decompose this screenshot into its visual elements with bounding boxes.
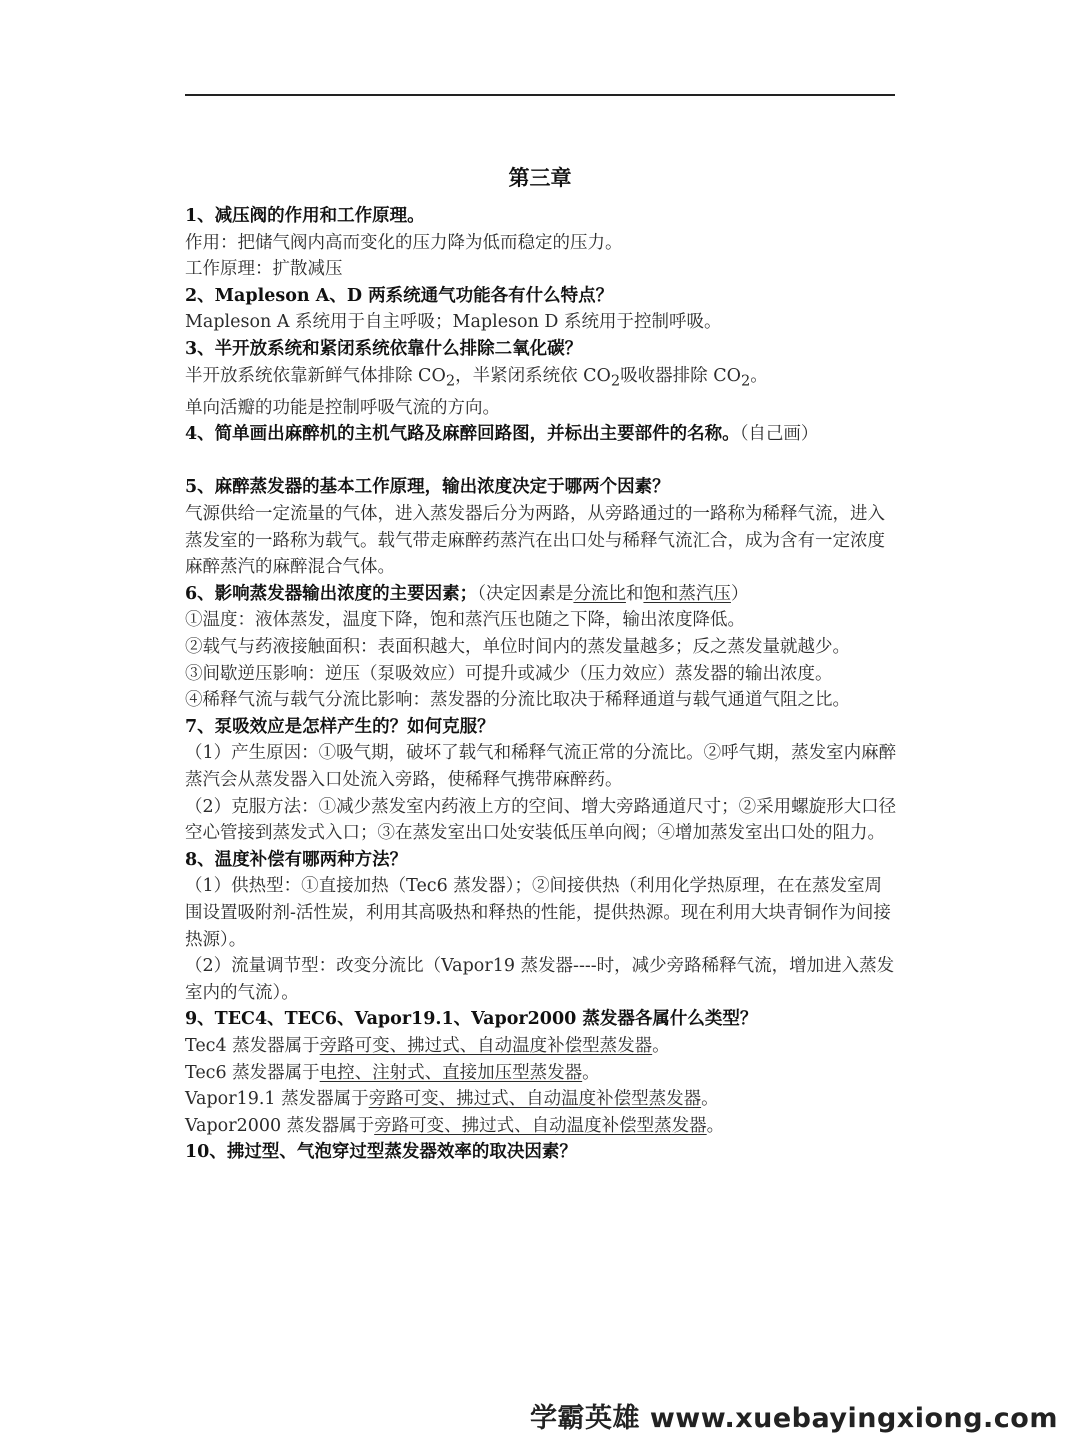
question-4-note: （自己画） (739, 424, 819, 445)
q9-row-prefix: Vapor19.1 蒸发器属于 (185, 1089, 369, 1110)
question-7-answer-cause: （1）产生原因：①吸气期，破坏了载气和稀释气流正常的分流比。②呼气期，蒸发室内麻醉蒸汽会从蒸发器入口处流入旁路，使稀释气携带麻醉药。 (185, 743, 897, 790)
q3-text-3: 吸收器排除 CO (620, 365, 741, 386)
question-6-title (185, 581, 897, 608)
question-1-answer-function: 作用：把储气阀内高而变化的压力降为低而稳定的压力。 (185, 232, 623, 253)
question-6-item-1: ①温度：液体蒸发，温度下降，饱和蒸汽压也随之下降，输出浓度降低。 (185, 610, 745, 631)
q6-note-underline-2: 饱和蒸汽压 (643, 583, 731, 604)
question-1-answer-principle: 工作原理：扩散减压 (185, 259, 343, 280)
question-9-title: 9、TEC4、TEC6、Vapor19.1、Vapor2000 蒸发器各属什么类型？ (185, 1009, 758, 1030)
q9-row-suffix: 。 (652, 1035, 670, 1056)
question-3-title: 3、半开放系统和紧闭系统依靠什么排除二氧化碳？ (185, 338, 583, 359)
co2-subscript: 2 (445, 372, 456, 390)
question-8-title: 8、温度补偿有哪两种方法？ (185, 849, 408, 870)
question-7-title: 7、泵吸效应是怎样产生的？如何克服？ (185, 716, 495, 737)
question-2-title: 2、Mapleson A、D 两系统通气功能各有什么特点？ (185, 285, 614, 306)
question-6-note (477, 584, 748, 604)
question-10-title: 10、拂过型、气泡穿过型蒸发器效率的取决因素？ (185, 1142, 577, 1163)
question-9-row-vapor19 (185, 1086, 897, 1113)
chapter-title: 第三章 (508, 165, 572, 190)
question-3-answer (185, 363, 897, 395)
co2-subscript: 2 (610, 372, 621, 390)
question-6-title-text: 6、影响蒸发器输出浓度的主要因素； (185, 583, 478, 604)
q9-row-prefix: Vapor2000 蒸发器属于 (185, 1115, 375, 1136)
q6-note-underline-1: 分流比 (573, 583, 626, 604)
site-watermark: 学霸英雄 www.xuebayingxiong.com (529, 1403, 1058, 1434)
question-3-valve-note: 单向活瓣的功能是控制呼吸气流的方向。 (185, 397, 500, 418)
question-4-title (185, 421, 897, 448)
q9-row-prefix: Tec4 蒸发器属于 (185, 1035, 320, 1056)
q9-row-suffix: 。 (706, 1115, 725, 1136)
question-6-item-3: ③间歇逆压影响：逆压（泵吸效应）可提升或减少（压力效应）蒸发器的输出浓度。 (185, 663, 833, 684)
question-8-answer-heating: （1）供热型：①直接加热（Tec6 蒸发器）；②间接供热（利用化学热原理，在在蒸发室周围设置吸附剂-活性炭，利用其高吸热和释热的性能，提供热源。现在利用大块青铜作为间接热源）。 (185, 876, 891, 950)
question-7-answer-method: （2）克服方法：①减少蒸发室内药液上方的空间、增大旁路通道尺寸；②采用螺旋形大口径空心管接到蒸发式入口；③在蒸发室出口处安装低压单向阀；④增加蒸发室出口处的阻力。 (185, 796, 897, 844)
question-5-title: 5、麻醉蒸发器的基本工作原理，输出浓度决定于哪两个因素？ (185, 477, 670, 498)
q9-row-suffix: 。 (582, 1062, 600, 1083)
header-rule (185, 94, 895, 96)
q9-row-type: 旁路可变、拂过式、自动温度补偿型蒸发器 (368, 1089, 702, 1110)
question-5-answer: 气源供给一定流量的气体，进入蒸发器后分为两路，从旁路通过的一路称为稀释气流，进入蒸发室的一路称为载气。载气带走麻醉药蒸汽在出口处与稀释气流汇合，成为含有一定浓度麻醉蒸汽的麻醉混合气体。 (185, 504, 885, 578)
q6-note-text: ） (730, 583, 749, 604)
q3-text-2: ，半紧闭系统依 CO (455, 365, 611, 386)
q9-row-type: 电控、注射式、直接加压型蒸发器 (319, 1062, 583, 1083)
q9-row-suffix: 。 (701, 1089, 719, 1110)
q9-row-type: 旁路可变、拂过式、自动温度补偿型蒸发器 (374, 1115, 707, 1136)
question-9-row-tec6 (185, 1060, 897, 1087)
question-9-row-vapor2000 (185, 1113, 897, 1140)
question-6-item-2: ②载气与药液接触面积：表面积越大，单位时间内的蒸发量越多；反之蒸发量就越少。 (185, 637, 850, 657)
blank-line (185, 448, 897, 475)
question-1-title: 1、减压阀的作用和工作原理。 (185, 206, 425, 226)
co2-subscript: 2 (741, 372, 751, 390)
q9-row-prefix: Tec6 蒸发器属于 (185, 1062, 320, 1083)
q6-note-text: （决定因素是 (477, 583, 574, 604)
q6-note-text: 和 (625, 583, 644, 604)
question-4-title-text: 4、简单画出麻醉机的主机气路及麻醉回路图，并标出主要部件的名称。 (185, 424, 740, 445)
question-6-item-4: ④稀释气流与载气分流比影响：蒸发器的分流比取决于稀释通道与载气通道气阻之比。 (185, 690, 850, 711)
q3-text-4: 。 (750, 365, 768, 386)
question-2-answer: Mapleson A 系统用于自主呼吸；Mapleson D 系统用于控制呼吸。 (185, 312, 722, 333)
document-body (185, 203, 897, 1166)
question-9-row-tec4 (185, 1033, 897, 1060)
question-8-answer-flow: （2）流量调节型：改变分流比（Vapor19 蒸发器----时，减少旁路稀释气流，增加进入蒸发室内的气流）。 (185, 956, 895, 1003)
q3-text-1: 半开放系统依靠新鲜气体排除 CO (185, 365, 446, 386)
q9-row-type: 旁路可变、拂过式、自动温度补偿型蒸发器 (319, 1035, 653, 1056)
